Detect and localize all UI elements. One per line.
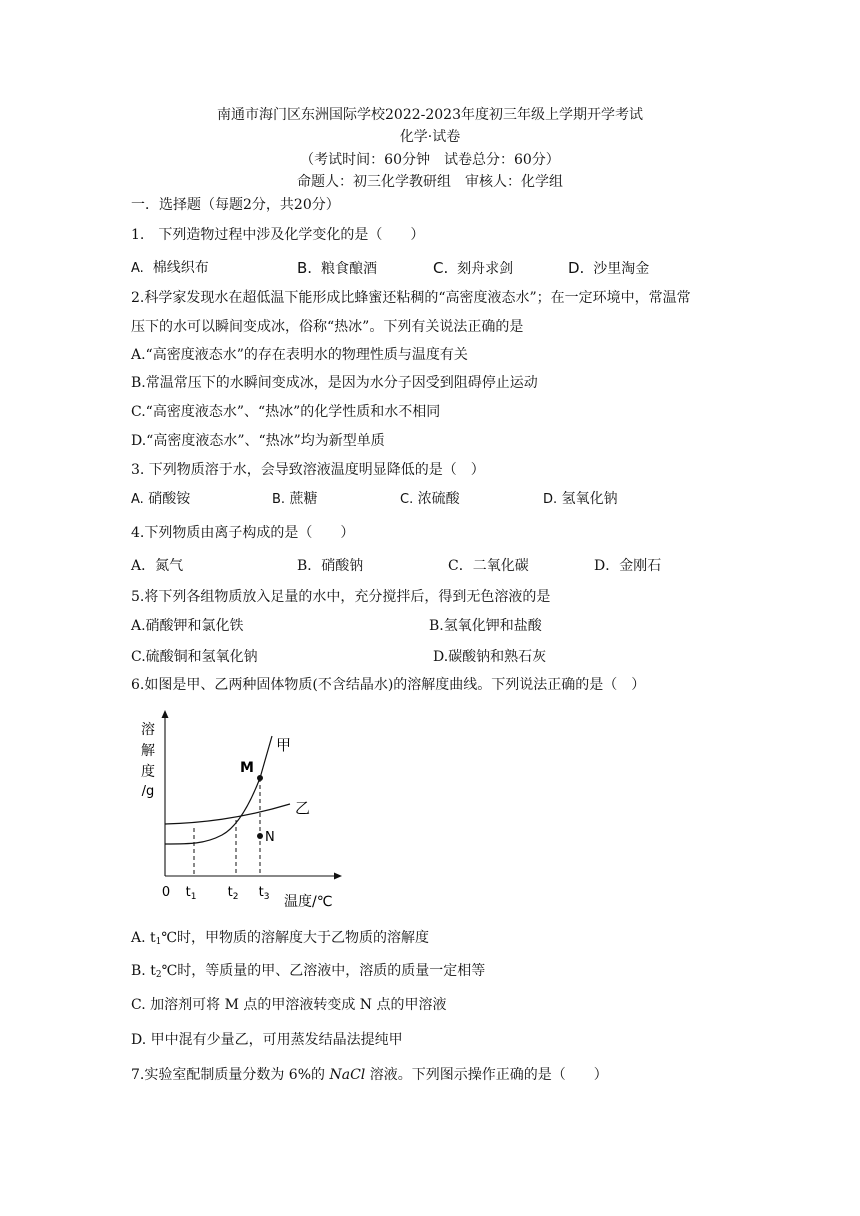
q1-option-b-letter: B. <box>297 259 313 277</box>
q4-option-d-letter: D． <box>594 558 620 574</box>
q3-option-a-text: 硝酸铵 <box>148 491 191 507</box>
curve-jia <box>165 736 272 844</box>
exam-authors: 命题人：初三化学教研组 审核人：化学组 <box>297 174 563 190</box>
exam-subject: 化学·试卷 <box>399 129 461 145</box>
section-heading: 一．选择题（每题2分，共20分） <box>131 197 340 213</box>
q1-option-a-letter: A. <box>131 261 144 276</box>
curve-yi-label: 乙 <box>295 799 311 817</box>
q6-option-b-rest: ℃时，等质量的甲、乙溶液中，溶质的质量一定相等 <box>161 963 486 979</box>
q2-stem-line2: 压下的水可以瞬间变成冰，俗称“热冰”。下列有关说法正确的是 <box>131 319 524 335</box>
tick-t2-sub: 2 <box>232 892 239 902</box>
q2-option-c: C.“高密度液态水”、“热冰”的化学性质和水不相同 <box>131 404 441 420</box>
q3-stem: 3. 下列物质溶于水，会导致溶液温度明显降低的是（ ） <box>131 462 485 478</box>
q6-option-c: C. 加溶剂可将 M 点的甲溶液转变成 N 点的甲溶液 <box>131 997 447 1013</box>
q6-option-a-prefix: A. t <box>131 930 156 946</box>
point-n-label: N <box>265 830 275 845</box>
q6-stem: 6.如图是甲、乙两种固体物质(不含结晶水)的溶解度曲线。下列说法正确的是（ ） <box>131 677 646 693</box>
q1-option-c <box>433 259 513 278</box>
q1-option-a-text: 棉线织布 <box>152 260 209 276</box>
y-axis-label-4: /g <box>141 784 155 799</box>
x-axis-arrow-icon <box>334 873 342 880</box>
q3-option-c-text: 浓硫酸 <box>417 491 460 507</box>
q2-option-b: B.常温常压下的水瞬间变成冰，是因为水分子因受到阻碍停止运动 <box>131 375 538 391</box>
tick-t3-base: t <box>258 885 264 900</box>
q1-option-a <box>131 259 209 278</box>
q6-option-b-prefix: B. t <box>131 963 156 979</box>
q4-option-a-text: 氮气 <box>155 558 184 574</box>
tick-t2-base: t <box>227 885 233 900</box>
solubility-curve-figure <box>130 704 350 912</box>
q1-option-c-text: 刻舟求剑 <box>457 261 514 277</box>
q4-option-c <box>448 557 529 575</box>
q4-option-a <box>131 557 183 575</box>
q5-stem: 5.将下列各组物质放入足量的水中，充分搅拌后，得到无色溶液的是 <box>131 589 551 605</box>
q6-option-d: D. 甲中混有少量乙，可用蒸发结晶法提纯甲 <box>131 1032 403 1048</box>
q1-option-d-text: 沙里淘金 <box>593 261 650 277</box>
q2-stem-line1: 2.科学家发现水在超低温下能形成比蜂蜜还粘稠的“高密度液态水”；在一定环境中，常温常 <box>131 290 691 306</box>
origin-label: 0 <box>161 885 171 900</box>
q1-stem: 1. 下列造物过程中涉及化学变化的是（ ） <box>131 227 425 243</box>
curve-yi <box>165 804 290 824</box>
q3-option-c-letter: C. <box>400 492 414 507</box>
q3-option-d <box>543 490 618 509</box>
q7-stem-post: 溶液。下列图示操作正确的是（ ） <box>365 1067 608 1083</box>
y-axis-label-1: 溶 <box>141 722 155 738</box>
q4-option-c-text: 二氧化碳 <box>472 558 529 574</box>
q4-option-c-letter: C． <box>448 558 473 574</box>
q7-stem <box>131 1066 608 1084</box>
point-m-label: M <box>240 760 254 776</box>
q3-option-d-text: 氢氧化钠 <box>561 491 618 507</box>
q3-option-c <box>400 490 460 509</box>
y-axis-arrow-icon <box>162 710 169 718</box>
q2-option-d: D.“高密度液态水”、“热冰”均为新型单质 <box>131 433 385 449</box>
q6-option-a-rest: ℃时，甲物质的溶解度大于乙物质的溶解度 <box>161 930 430 946</box>
tick-t1-base: t <box>185 885 191 900</box>
tick-t3 <box>259 885 270 902</box>
q1-option-b <box>297 259 377 278</box>
q6-option-b <box>131 962 485 984</box>
y-axis-label-3: 度 <box>141 764 155 780</box>
q1-option-d <box>568 259 649 278</box>
q5-option-a: A.硝酸钾和氯化铁 <box>131 618 244 634</box>
q6-option-b-sub: 2 <box>155 970 162 980</box>
q5-option-c: C.硫酸铜和氢氧化钠 <box>131 649 258 665</box>
q5-option-d: D.碳酸钠和熟石灰 <box>433 649 547 665</box>
tick-t2 <box>228 885 239 902</box>
q5-option-b: B.氢氧化钾和盐酸 <box>429 618 542 634</box>
point-n <box>257 833 263 839</box>
q1-option-c-letter: C. <box>433 259 449 277</box>
q1-option-b-text: 粮食酿酒 <box>320 261 377 277</box>
tick-t3-sub: 3 <box>263 892 270 902</box>
q4-stem: 4.下列物质由离子构成的是（ ） <box>131 525 355 541</box>
q1-option-d-letter: D. <box>568 259 585 277</box>
q4-option-a-letter: A． <box>131 558 156 574</box>
q4-option-d <box>594 557 661 575</box>
q7-stem-pre: 7.实验室配制质量分数为 6%的 <box>131 1067 330 1083</box>
tick-t1-sub: 1 <box>190 892 197 902</box>
q7-formula: NaCl <box>329 1067 366 1083</box>
q3-option-b <box>272 490 318 509</box>
q4-option-b-text: 硝酸钠 <box>321 558 364 574</box>
y-axis-label-2: 解 <box>141 743 155 759</box>
q4-option-d-text: 金刚石 <box>619 558 662 574</box>
exam-title: 南通市海门区东洲国际学校2022-2023年度初三年级上学期开学考试 <box>217 107 643 123</box>
q6-option-a-sub: 1 <box>155 937 162 947</box>
q2-option-a: A.“高密度液态水”的存在表明水的物理性质与温度有关 <box>131 347 468 363</box>
q6-option-a <box>131 929 429 951</box>
exam-info: （考试时间：60分钟 试卷总分：60分） <box>300 152 560 168</box>
q3-option-a-letter: A. <box>131 492 144 507</box>
q3-option-d-letter: D. <box>543 492 558 507</box>
tick-t1 <box>186 885 197 902</box>
q4-option-b-letter: B． <box>297 558 322 574</box>
point-m <box>257 775 263 781</box>
x-axis-label: 温度/℃ <box>284 894 333 910</box>
q4-option-b <box>297 557 363 575</box>
q3-option-b-text: 蔗糖 <box>289 491 318 507</box>
q3-option-a <box>131 490 190 509</box>
q3-option-b-letter: B. <box>272 492 286 507</box>
curve-jia-label: 甲 <box>276 736 292 754</box>
